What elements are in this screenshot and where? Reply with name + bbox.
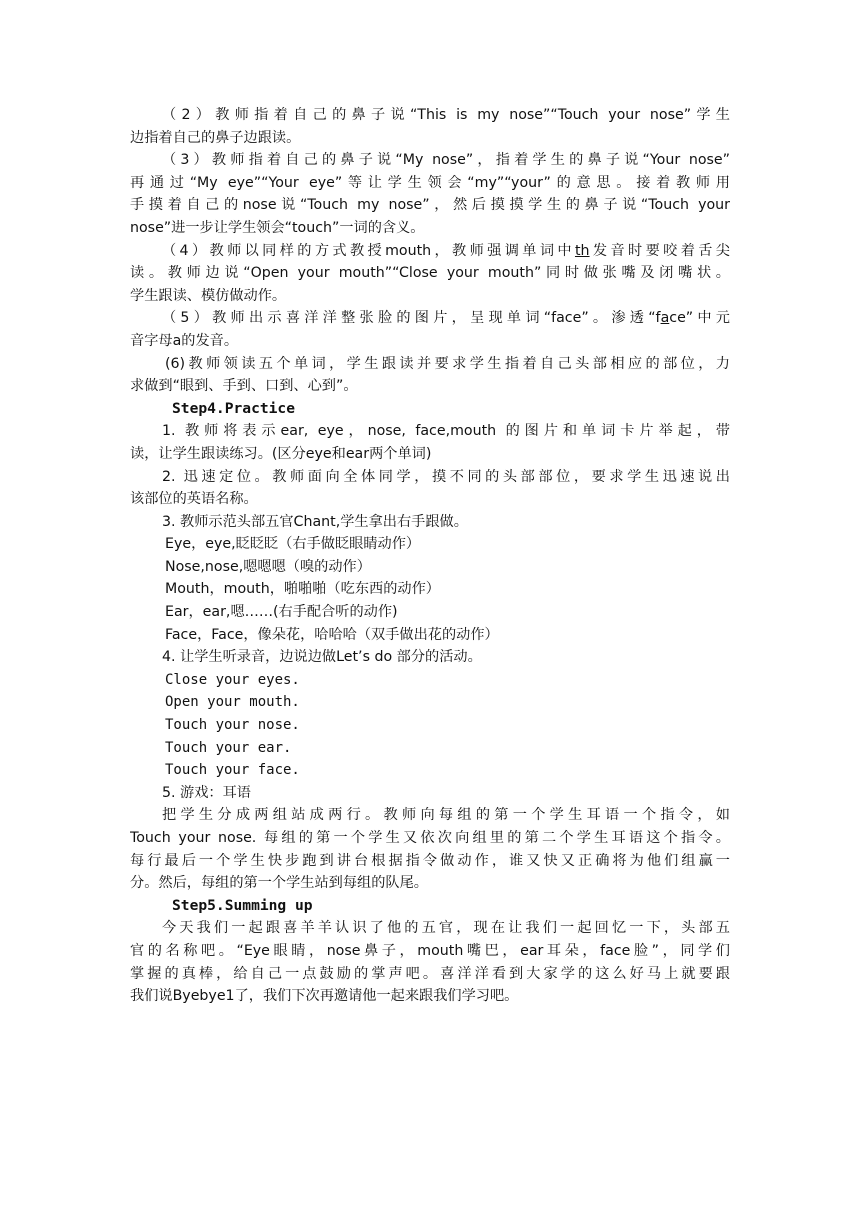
text-line: 5. 游戏：耳语 [162, 784, 251, 801]
text-line: 读。教师边说“Open your mouth”“Close your mouth”同时做张嘴及闭嘴状。 [130, 265, 730, 282]
underlined-text: a [660, 310, 670, 327]
text-line: Touch your nose. 每组的第一个学生又依次向组里的第二个学生耳语这个指令。 [130, 830, 730, 846]
text-line: （3）教师指着自己的鼻子说“My nose”，指着学生的鼻子说“Your nose” [162, 152, 730, 169]
line-text-before: （4）教师以同样的方式教授mouth，教师强调单词中 [162, 242, 575, 259]
text-line: 今天我们一起跟喜羊羊认识了他的五官，现在让我们一起回忆一下，头部五 [162, 920, 730, 937]
section-heading: Step4.Practice [172, 399, 296, 417]
text-line: Ear，ear,嗯……(右手配合听的动作) [165, 604, 398, 621]
text-line: 边指着自己的鼻子边跟读。 [130, 129, 301, 146]
text-line: Eye，eye,眨眨眨（右手做眨眼睛动作） [165, 536, 421, 553]
text-line: nose”进一步让学生领会“touch”一词的含义。 [130, 219, 425, 236]
text-line: Touch your ear. [165, 739, 292, 756]
text-line: 官的名称吧。“Eye眼睛，nose鼻子，mouth嘴巴，ear耳朵，face脸”，同学们 [130, 942, 730, 959]
text-line: Face，Face，像朵花，哈哈哈（双手做出花的动作） [165, 626, 499, 643]
text-line: 手摸着自己的nose说“Touch my nose”，然后摸摸学生的鼻子说“Touch your [130, 197, 730, 214]
text-line: 再通过“My eye”“Your eye”等让学生领会“my”“your”的意思。接着教师用 [130, 174, 730, 191]
text-line: 求做到“眼到、手到、口到、心到”。 [130, 378, 358, 395]
text-line: 掌握的真棒，给自己一点鼓励的掌声吧。喜洋洋看到大家学的这么好马上就要跟 [130, 965, 730, 982]
line-text-before: （5）教师出示喜洋洋整张脸的图片，呈现单词“face”。渗透“f [162, 310, 661, 327]
text-line: (6)教师领读五个单词，学生跟读并要求学生指着自己头部相应的部位，力 [165, 355, 730, 372]
text-line [130, 307, 730, 330]
text-line: 分。然后，每组的第一个学生站到每组的队尾。 [130, 875, 428, 892]
text-line: 学生跟读、模仿做动作。 [130, 287, 287, 304]
text-line: 1. 教师将表示ear, eye，nose, face,mouth 的图片和单词卡片举起，带 [162, 423, 730, 440]
text-line: 读，让学生跟读练习。(区分eye和ear两个单词) [130, 445, 432, 462]
underlined-text: th [574, 242, 590, 259]
line-text-after: 发音时要咬着舌尖 [589, 242, 730, 259]
text-line: Touch your face. [165, 762, 300, 779]
text-line: Touch your nose. [165, 717, 300, 734]
text-line: Open your mouth. [165, 694, 300, 711]
text-line: 音字母a的发音。 [130, 332, 239, 349]
text-line: （2）教师指着自己的鼻子说“This is my nose”“Touch your nose”学生 [162, 107, 730, 123]
text-line: 每行最后一个学生快步跑到讲台根据指令做动作，谁又快又正确将为他们组赢一 [130, 852, 730, 869]
document-body [130, 104, 730, 1008]
text-line: 把学生分成两组站成两行。教师向每组的第一个学生耳语一个指令，如 [162, 807, 730, 824]
text-line: 4. 让学生听录音，边说边做Let’s do 部分的活动。 [162, 649, 482, 666]
text-line: 我们说Byebye1了，我们下次再邀请他一起来跟我们学习吧。 [130, 988, 519, 1005]
text-line: 2. 迅速定位。教师面向全体同学，摸不同的头部部位，要求学生迅速说出 [162, 468, 730, 485]
line-text-after: ce”中元 [669, 310, 730, 327]
text-line [130, 240, 730, 263]
text-line: 该部位的英语名称。 [130, 491, 258, 508]
text-line: 3. 教师示范头部五官Chant,学生拿出右手跟做。 [162, 513, 468, 530]
section-heading: Step5.Summing up [172, 896, 313, 914]
text-line: Mouth，mouth，啪啪啪（吃东西的动作） [165, 581, 440, 598]
text-line: Close your eyes. [165, 671, 300, 688]
text-line: Nose,nose,嗯嗯嗯（嗅的动作） [165, 558, 371, 575]
